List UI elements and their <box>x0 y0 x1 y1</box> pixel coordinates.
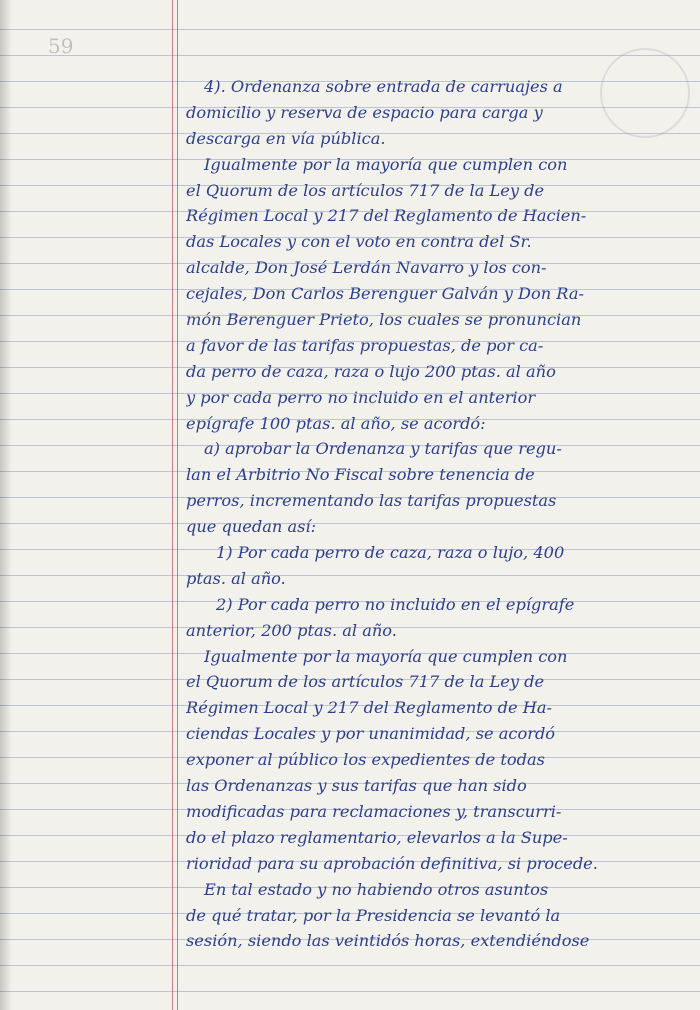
text-line: y por cada perro no incluido en el anterior <box>186 387 536 407</box>
text-line: el Quorum de los artículos 717 de la Ley de <box>186 672 545 692</box>
text-line: domicilio y reserva de espacio para carga y <box>186 102 543 122</box>
page-binding-shadow <box>0 0 12 1010</box>
text-line: do el plazo reglamentario, elevarlos a la Supe- <box>186 827 568 847</box>
text-line: de qué tratar, por la Presidencia se levantó la <box>186 905 561 925</box>
text-line: cejales, Don Carlos Berenguer Galván y Don Ra- <box>186 284 584 304</box>
text-line: a favor de las tarifas propuestas, de por ca- <box>186 335 544 355</box>
page-number: 59 <box>48 34 74 58</box>
text-line: que quedan así: <box>186 517 317 537</box>
text-line: anterior, 200 ptas. al año. <box>186 620 397 640</box>
text-line: món Berenguer Prieto, los cuales se pronuncian <box>186 310 582 330</box>
text-line: ptas. al año. <box>186 568 286 588</box>
text-line: las Ordenanzas y sus tarifas que han sido <box>186 776 527 796</box>
text-line: exponer al público los expedientes de todas <box>186 750 545 770</box>
text-line: descarga en vía pública. <box>186 128 386 148</box>
text-line: 2) Por cada perro no incluido en el epígrafe <box>216 594 575 614</box>
text-line: 1) Por cada perro de caza, raza o lujo, 400 <box>216 543 565 563</box>
text-line: das Locales y con el voto en contra del Sr. <box>186 232 532 252</box>
text-line: ciendas Locales y por unanimidad, se acordó <box>186 724 556 744</box>
margin-rule <box>172 0 173 1010</box>
text-line: Igualmente por la mayoría que cumplen con <box>204 154 568 174</box>
text-line: Régimen Local y 217 del Reglamento de Ha- <box>186 698 552 718</box>
text-line: perros, incrementando las tarifas propuestas <box>186 491 557 511</box>
text-line: epígrafe 100 ptas. al año, se acordó: <box>186 413 486 433</box>
text-line: da perro de caza, raza o lujo 200 ptas. al año <box>186 361 556 381</box>
text-line: Régimen Local y 217 del Reglamento de Hacien- <box>186 206 587 226</box>
text-line: lan el Arbitrio No Fiscal sobre tenencia de <box>186 465 535 485</box>
text-line: 4). Ordenanza sobre entrada de carruajes a <box>204 77 563 96</box>
text-line: sesión, siendo las veintidós horas, extendiéndose <box>186 931 590 951</box>
text-line: el Quorum de los artículos 717 de la Ley de <box>186 180 545 200</box>
text-line: a) aprobar la Ordenanza y tarifas que regu- <box>204 439 562 459</box>
margin-rule <box>177 0 178 1010</box>
text-line: rioridad para su aprobación definitiva, si procede. <box>186 853 598 873</box>
handwritten-minutes <box>186 74 686 954</box>
text-line: Igualmente por la mayoría que cumplen con <box>204 646 568 666</box>
text-line: En tal estado y no habiendo otros asuntos <box>204 879 549 899</box>
text-line: modificadas para reclamaciones y, transcurri- <box>186 801 562 821</box>
text-line: alcalde, Don José Lerdán Navarro y los con- <box>186 258 547 278</box>
